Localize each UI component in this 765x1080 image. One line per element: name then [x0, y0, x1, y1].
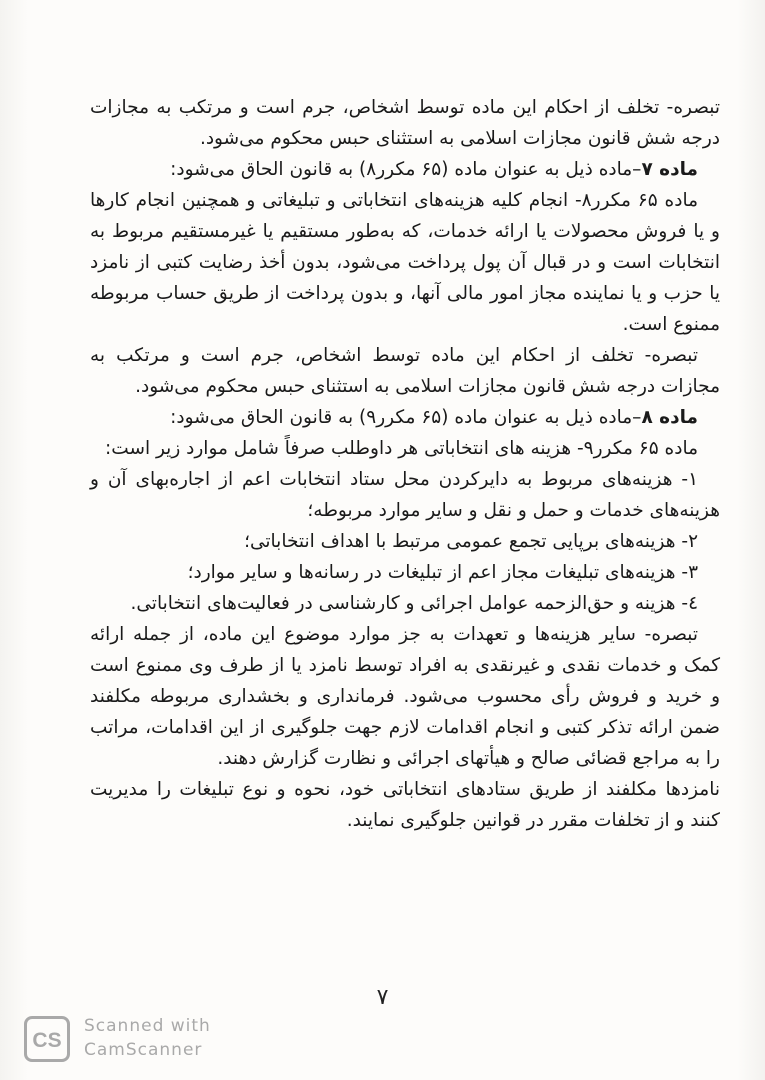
page-number: ۷	[376, 985, 389, 1010]
paragraph-article-7	[90, 154, 720, 185]
paragraph-text: نامزدها مکلفند از طریق ستادهای انتخاباتی خود، نحوه و نوع تبلیغات را مدیریت کنند و از تخلفات مقرر در قوانین جلوگیری نمایند.	[90, 779, 720, 831]
paragraph-article-8	[90, 402, 720, 433]
page-body-text	[90, 92, 720, 836]
article-heading: ماده ۸	[641, 407, 698, 428]
paragraph-text: ٤- هزینه و حق‌الزحمه عوامل اجرائی و کارشناسی در فعالیت‌های انتخاباتی.	[130, 593, 698, 614]
paragraph-text: –ماده ذیل به عنوان ماده (۶۵ مکرر۹) به قانون الحاق می‌شود:	[170, 407, 642, 428]
paragraph-text: ۱- هزینه‌های مربوط به دایرکردن محل ستاد انتخابات اعم از اجاره‌بهای آن و هزینه‌های خدمات و حمل و نقل و سایر موارد مربوطه؛	[90, 469, 720, 521]
paragraph-text: –ماده ذیل به عنوان ماده (۶۵ مکرر۸) به قانون الحاق می‌شود:	[170, 159, 642, 180]
paragraph-text: تبصره- تخلف از احکام این ماده توسط اشخاص، جرم است و مرتکب به مجازات درجه شش قانون مجازات اسلامی به استثنای حبس محکوم می‌شود.	[90, 97, 720, 149]
watermark-line-1: Scanned with	[84, 1016, 211, 1036]
paragraph-candidates	[90, 774, 720, 836]
camscanner-logo-icon	[24, 1016, 70, 1062]
paragraph-text: ماده ۶۵ مکرر۹- هزینه های انتخاباتی هر داوطلب صرفاً شامل موارد زیر است:	[105, 438, 698, 459]
camscanner-logo-glyph	[29, 1021, 65, 1057]
article-heading: ماده ۷	[641, 159, 698, 180]
paragraph-note-2	[90, 340, 720, 402]
list-item-2	[90, 526, 720, 557]
list-item-3	[90, 557, 720, 588]
camscanner-logo-text: CS	[32, 1029, 62, 1052]
paragraph-text: تبصره- تخلف از احکام این ماده توسط اشخاص، جرم است و مرتکب به مجازات درجه شش قانون مجازات اسلامی به استثنای حبس محکوم می‌شود.	[90, 345, 720, 397]
paragraph-article-65-8	[90, 185, 720, 340]
paragraph-note-3	[90, 619, 720, 774]
paragraph-text: ۲- هزینه‌های برپایی تجمع عمومی مرتبط با اهداف انتخاباتی؛	[244, 531, 698, 552]
paragraph-article-65-9	[90, 433, 720, 464]
paragraph-text: ۳- هزینه‌های تبلیغات مجاز اعم از تبلیغات در رسانه‌ها و سایر موارد؛	[187, 562, 698, 583]
paragraph-text: تبصره- سایر هزینه‌ها و تعهدات به جز موارد موضوع این ماده، از جمله ارائه کمک و خدمات نقدی و غیرنقدی به افراد توسط نامزد یا از طرف وی ممنوع است و خرید و فروش رأی محسوب می‌شود. فرمانداری و بخشداری مربوطه مکلفند ضمن ارائه تذکر کتبی و انجام اقدامات لازم جهت جلوگیری از این اقدامات، مراتب را به مراجع قضائی صالح و هیأتهای اجرائی و نظارت گزارش دهند.	[90, 624, 720, 769]
list-item-4	[90, 588, 720, 619]
camscanner-watermark	[24, 1014, 244, 1064]
paragraph-text: ماده ۶۵ مکرر۸- انجام کلیه هزینه‌های انتخاباتی و تبلیغاتی و همچنین انجام کارها و یا فروش محصولات یا ارائه خدمات، که به‌طور مستقیم یا غیرمستقیم مربوط به انتخابات است و در قبال آن پول پرداخت می‌شود، بدون أخذ رضایت کتبی از نامزد یا حزب و یا نماینده مجاز امور مالی آنها، و بدون پرداخت از طریق حساب مربوطه ممنوع است.	[90, 190, 720, 335]
paragraph-note-1	[90, 92, 720, 154]
list-item-1	[90, 464, 720, 526]
watermark-line-2: CamScanner	[84, 1040, 203, 1060]
